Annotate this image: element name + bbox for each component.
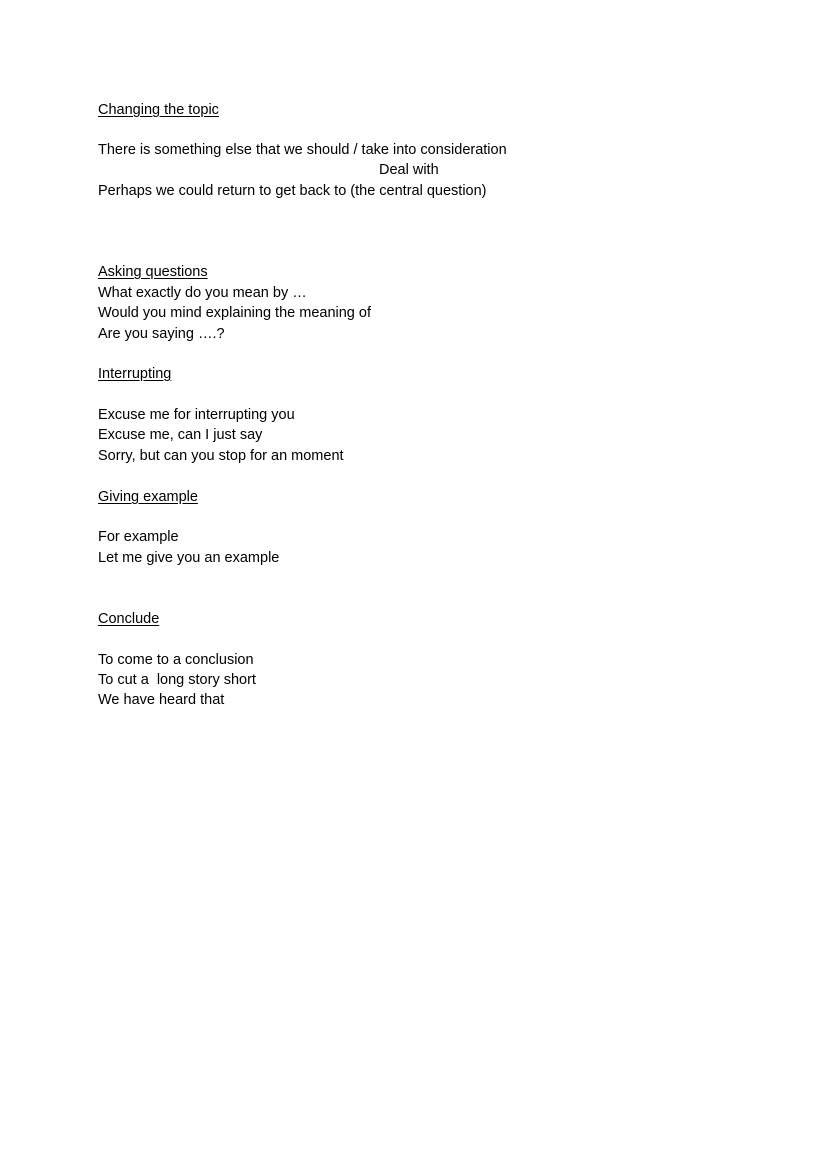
interrupting-line-1: Excuse me for interrupting you xyxy=(98,407,295,423)
conclude-line-1: To come to a conclusion xyxy=(98,652,254,668)
changing-topic-line-2: Deal with xyxy=(379,162,439,178)
heading-giving-example: Giving example xyxy=(98,489,198,505)
giving-example-line-2: Let me give you an example xyxy=(98,550,280,566)
conclude-line-2: To cut a long story short xyxy=(98,672,256,688)
heading-changing-topic: Changing the topic xyxy=(98,102,219,118)
asking-questions-line-1: What exactly do you mean by … xyxy=(98,285,307,301)
conclude-line-3: We have heard that xyxy=(98,692,225,708)
changing-topic-line-3: Perhaps we could return to get back to (the central question) xyxy=(98,183,487,199)
heading-asking-questions: Asking questions xyxy=(98,264,208,280)
changing-topic-line-1: There is something else that we should / take into consideration xyxy=(98,142,507,158)
asking-questions-line-2: Would you mind explaining the meaning of xyxy=(98,305,371,321)
heading-conclude: Conclude xyxy=(98,611,160,627)
giving-example-line-1: For example xyxy=(98,529,179,545)
asking-questions-line-3: Are you saying ….? xyxy=(98,326,225,342)
interrupting-line-2: Excuse me, can I just say xyxy=(98,427,263,443)
heading-interrupting: Interrupting xyxy=(98,366,172,382)
interrupting-line-3: Sorry, but can you stop for an moment xyxy=(98,448,344,464)
